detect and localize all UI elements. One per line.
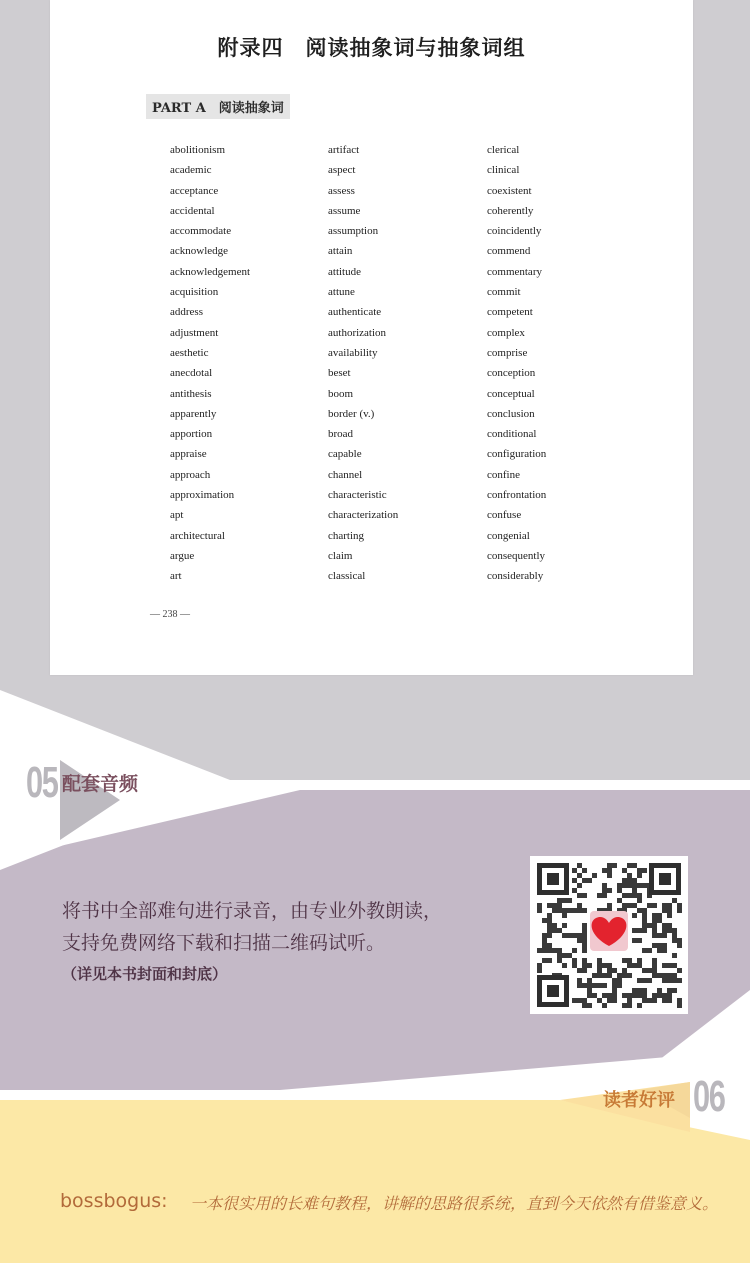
section-title-audio: 配套音频 xyxy=(62,773,139,795)
word: conclusion xyxy=(487,407,535,420)
word: assume xyxy=(328,204,361,217)
word: configuration xyxy=(487,448,547,461)
word: art xyxy=(170,570,182,583)
word: attitude xyxy=(328,265,361,278)
audio-description-line-2: 支持免费网络下载和扫描二维码试听。 xyxy=(62,932,386,954)
word: assumption xyxy=(328,225,379,238)
word: clinical xyxy=(487,164,520,177)
word: antithesis xyxy=(170,387,212,400)
word: authenticate xyxy=(328,306,382,319)
word: address xyxy=(170,306,203,319)
audio-note: （详见本书封面和封底） xyxy=(62,965,228,983)
word: authorization xyxy=(328,326,387,339)
yellow-band xyxy=(0,1100,750,1263)
word-column-2 xyxy=(328,140,398,587)
word: conditional xyxy=(487,428,537,441)
word: acknowledgement xyxy=(170,265,251,278)
review-text: 一本很实用的长难句教程，讲解的思路很系统，直到今天依然有借鉴意义。 xyxy=(190,1194,719,1213)
word: conception xyxy=(487,367,536,380)
word: conceptual xyxy=(487,387,535,400)
word: adjustment xyxy=(170,326,219,339)
word: attain xyxy=(328,245,353,258)
word: confrontation xyxy=(487,489,547,502)
word: architectural xyxy=(170,529,225,542)
word: apparently xyxy=(170,407,217,420)
word: approximation xyxy=(170,489,235,502)
word: academic xyxy=(170,164,212,177)
word: considerably xyxy=(487,570,544,583)
word: availability xyxy=(328,346,378,359)
word: complex xyxy=(487,326,525,339)
word: appraise xyxy=(170,448,207,461)
word: beset xyxy=(328,367,351,380)
word: assess xyxy=(328,184,355,197)
word: anecdotal xyxy=(170,367,213,380)
word: channel xyxy=(328,468,363,481)
word: claim xyxy=(328,549,353,562)
word: apportion xyxy=(170,428,213,441)
word: confine xyxy=(487,468,520,481)
word: confuse xyxy=(487,509,522,522)
word: capable xyxy=(328,448,362,461)
word: characterization xyxy=(328,509,399,522)
section-title-reviews: 读者好评 xyxy=(603,1090,675,1111)
word: accommodate xyxy=(170,225,232,238)
word: attune xyxy=(328,286,355,299)
word: accidental xyxy=(170,204,215,217)
word-column-1 xyxy=(170,140,250,587)
word: charting xyxy=(328,529,365,542)
word: approach xyxy=(170,468,211,481)
section-number-06: 06 xyxy=(693,1072,725,1121)
word: commentary xyxy=(487,265,542,278)
word-column-3 xyxy=(487,140,546,587)
word: competent xyxy=(487,306,533,319)
page-number: — 238 — xyxy=(150,609,190,620)
word: comprise xyxy=(487,346,528,359)
part-label: PART A 阅读抽象词 xyxy=(146,94,290,119)
book-page xyxy=(50,0,693,675)
word: apt xyxy=(170,509,184,522)
word: acquisition xyxy=(170,286,219,299)
word: coexistent xyxy=(487,184,532,197)
qr-code-icon[interactable] xyxy=(530,856,688,1014)
word: commit xyxy=(487,286,521,299)
word: abolitionism xyxy=(170,144,225,156)
word: commend xyxy=(487,245,531,258)
word: coherently xyxy=(487,204,534,217)
word: boom xyxy=(328,387,354,400)
word: acknowledge xyxy=(170,245,229,258)
word: coincidently xyxy=(487,225,542,238)
word: acceptance xyxy=(170,184,219,197)
word: border (v.) xyxy=(328,407,375,420)
word: aspect xyxy=(328,164,356,177)
section-number-05: 05 xyxy=(26,758,58,807)
audio-description-line-1: 将书中全部难句进行录音，由专业外教朗读， xyxy=(62,900,443,922)
word: classical xyxy=(328,570,366,583)
page-title: 附录四 阅读抽象词与抽象词组 xyxy=(217,35,526,60)
word: artifact xyxy=(328,144,360,156)
word: aesthetic xyxy=(170,346,209,359)
qr-code-image xyxy=(530,856,688,1014)
word: clerical xyxy=(487,144,520,156)
word: characteristic xyxy=(328,489,387,502)
word: argue xyxy=(170,549,195,562)
word: congenial xyxy=(487,529,530,542)
word: broad xyxy=(328,428,354,441)
word: consequently xyxy=(487,549,546,562)
reviewer-name: bossbogus: xyxy=(60,1190,168,1212)
